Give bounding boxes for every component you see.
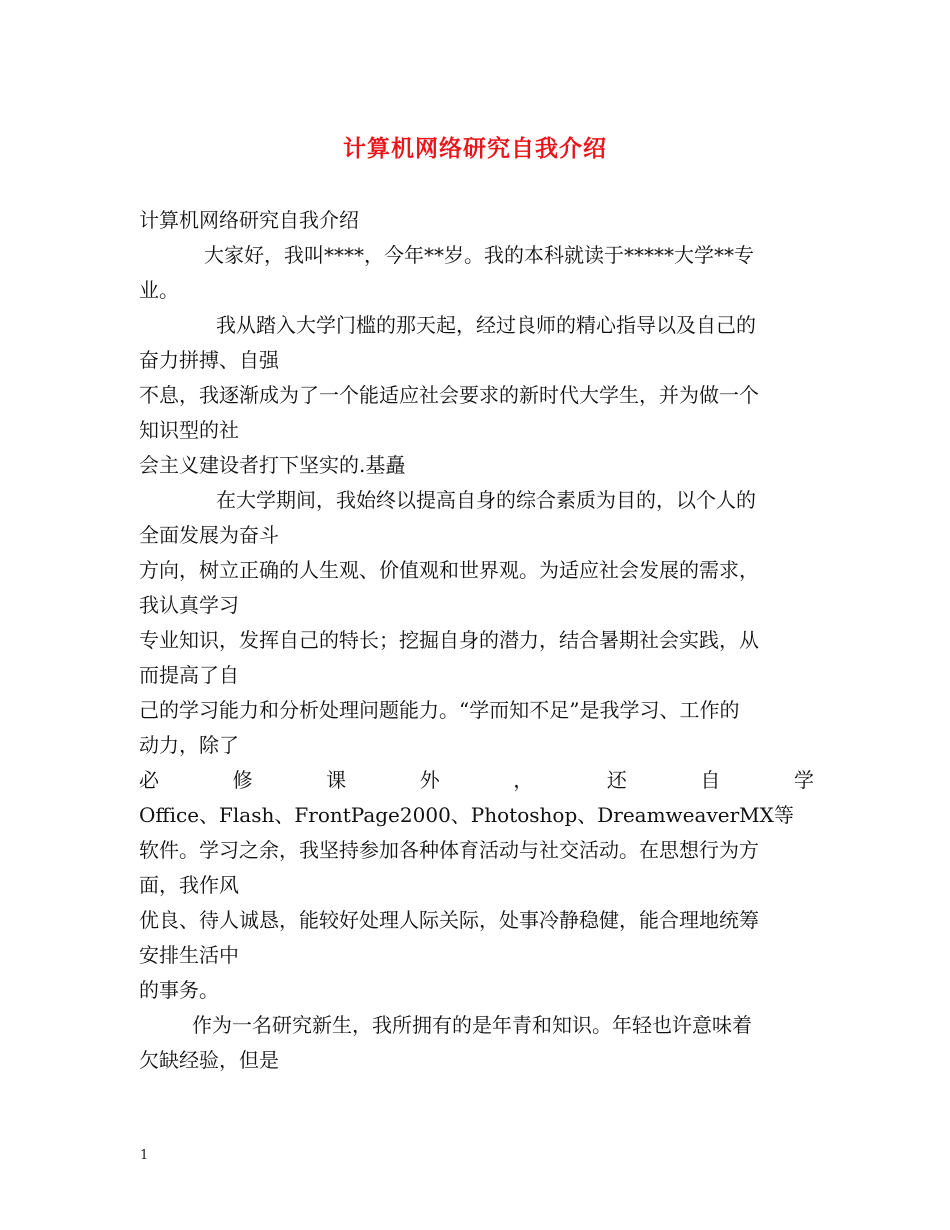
body-line: 作为一名研究新生，我所拥有的是年青和知识。年轻也许意味着 [192, 1013, 752, 1037]
justified-char: 外 [419, 768, 440, 792]
page-number: 1 [140, 1148, 149, 1163]
body-line: 己的学习能力和分析处理问题能力。“学而知不足”是我学习、工作的 [139, 698, 740, 722]
justified-line [139, 763, 814, 798]
body-line: 不息，我逐渐成为了一个能适应社会要求的新时代大学生，并为做一个 [139, 383, 759, 407]
justified-char: 课 [326, 768, 347, 792]
body-line: 会主义建设者打下坚实的.基矗 [139, 453, 406, 477]
document-title: 计算机网络研究自我介绍 [343, 135, 607, 162]
justified-char: 修 [232, 768, 253, 792]
justified-char: 必 [139, 768, 159, 792]
body-line: 业。 [139, 278, 179, 302]
body-line: 奋力拼搏、自强 [139, 348, 279, 372]
justified-char: 自 [700, 768, 721, 792]
body-line: 在大学期间，我始终以提高自身的综合素质为目的，以个人的 [216, 488, 756, 512]
body-line: 优良、待人诚恳，能较好处理人际关际，处事冷静稳健，能合理地统筹 [139, 908, 759, 932]
body-line: 动力，除了 [139, 733, 239, 757]
justified-char: 还 [606, 768, 627, 792]
document-body [139, 203, 814, 1078]
justified-char: 学 [793, 768, 814, 792]
justified-char: ， [513, 768, 534, 792]
body-line: 我认真学习 [139, 593, 239, 617]
body-line: 大家好，我叫****，今年**岁。我的本科就读于*****大学**专 [204, 243, 754, 267]
body-line: 知识型的社 [139, 418, 239, 442]
body-line: Office、Flash、FrontPage2000、Photoshop、DreamweaverMX等 [139, 803, 794, 827]
body-line: 安排生活中 [139, 943, 239, 967]
body-line: 面，我作风 [139, 873, 239, 897]
body-line: 专业知识，发挥自己的特长；挖掘自身的潜力，结合暑期社会实践，从 [139, 628, 759, 652]
body-line: 计算机网络研究自我介绍 [139, 208, 359, 232]
body-line: 的事务。 [139, 978, 219, 1002]
body-line: 欠缺经验，但是 [139, 1048, 279, 1072]
body-line: 全面发展为奋斗 [139, 523, 279, 547]
body-line: 而提高了自 [139, 663, 239, 687]
body-line: 我从踏入大学门槛的那天起，经过良师的精心指导以及自己的 [216, 313, 756, 337]
body-line: 软件。学习之余，我坚持参加各种体育活动与社交活动。在思想行为方 [139, 838, 759, 862]
body-line: 方向，树立正确的人生观、价值观和世界观。为适应社会发展的需求， [139, 558, 759, 582]
